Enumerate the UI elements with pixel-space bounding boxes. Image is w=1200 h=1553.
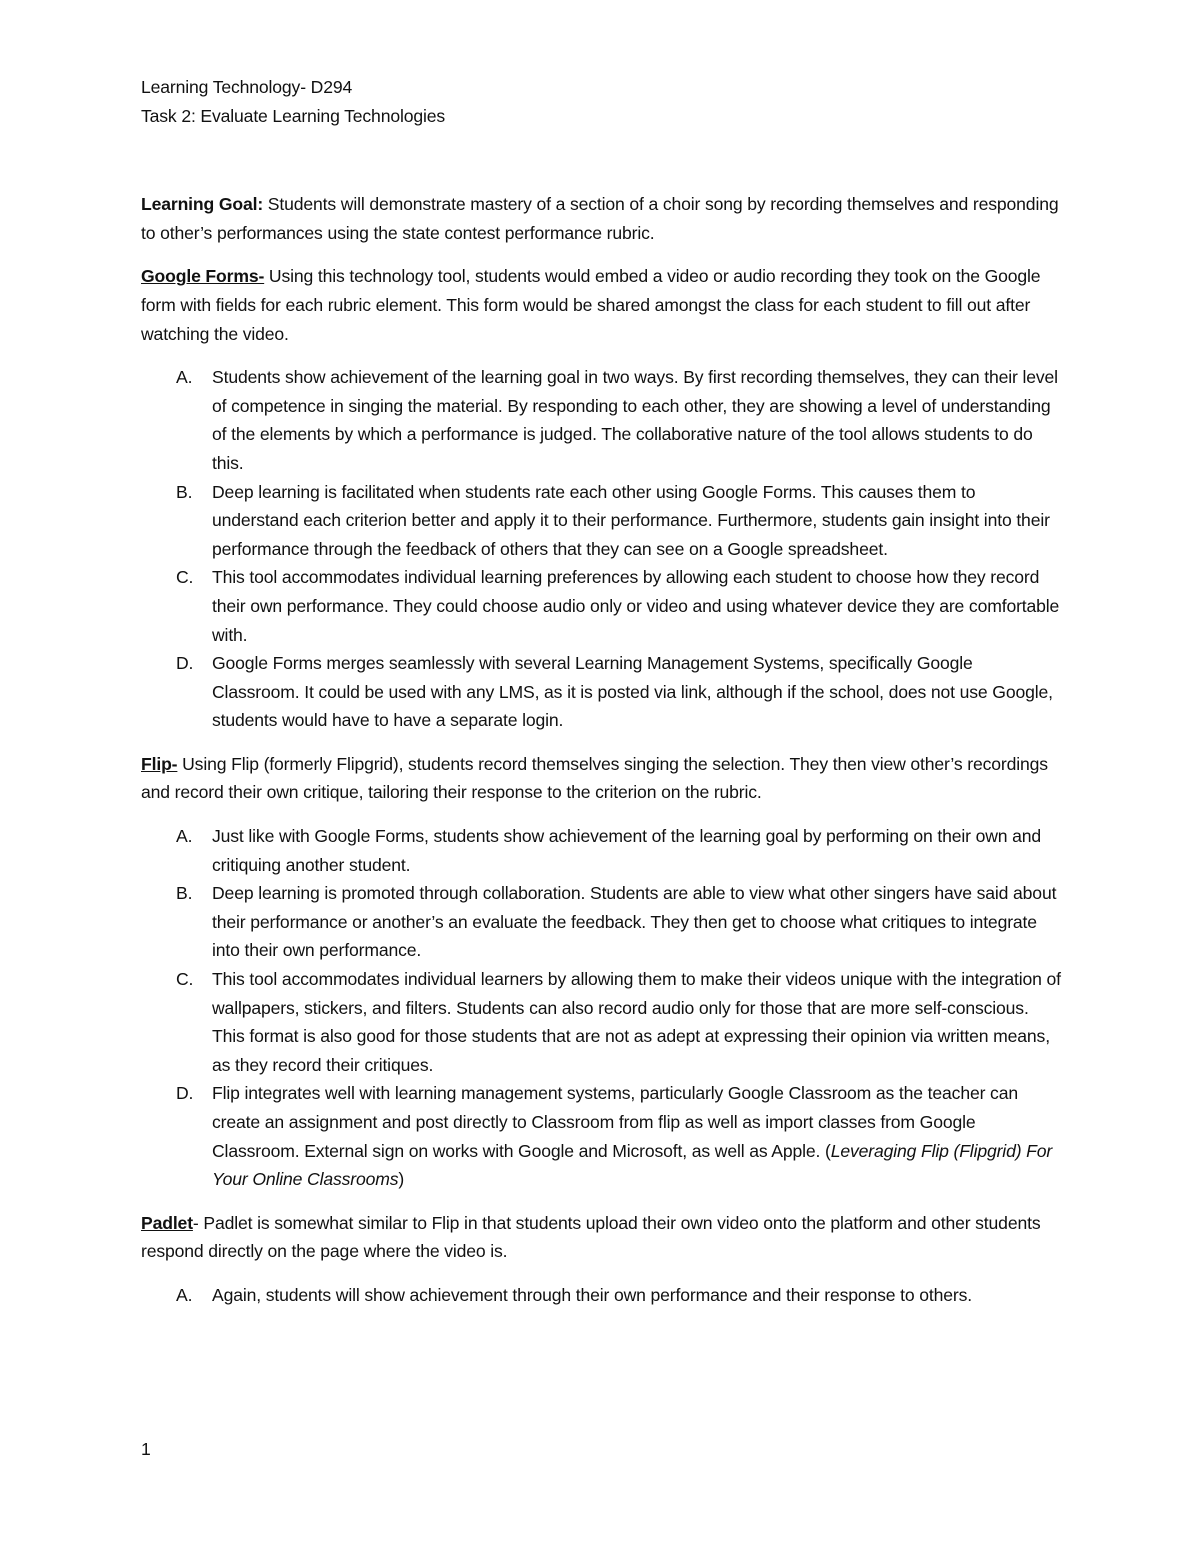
- list-marker: C.: [176, 567, 194, 588]
- document-header: [141, 73, 1061, 130]
- section-flip-list: [141, 822, 1061, 1194]
- list-item-text: Deep learning is promoted through collaboration. Students are able to view what other singers have said about their performance or another’s an evaluate the feedback. They then get to choose what critiques to integrate into their own performance.: [212, 883, 1057, 961]
- section-padlet-title: Padlet: [141, 1212, 193, 1233]
- list-item: [141, 1079, 1061, 1193]
- list-item-text: Just like with Google Forms, students show achievement of the learning goal by performing on their own and critiquing another student.: [212, 826, 1042, 875]
- list-item: [141, 1281, 1061, 1310]
- section-google-forms-title: Google Forms-: [141, 266, 265, 287]
- section-flip-title: Flip-: [141, 753, 178, 774]
- page-number: 1: [141, 1439, 151, 1459]
- list-marker: C.: [176, 969, 194, 990]
- section-flip-intro: [141, 750, 1061, 807]
- section-padlet-intro: [141, 1209, 1061, 1266]
- list-item: [141, 649, 1061, 735]
- document-body: [141, 73, 1061, 1325]
- list-item-text: Again, students will show achievement through their own performance and their response to others.: [212, 1284, 973, 1305]
- section-google-forms-intro: [141, 262, 1061, 348]
- section-intro-text: Using Flip (formerly Flipgrid), students record themselves singing the selection. They then view other’s recordings and record their own critique, tailoring their response to the criterion on the rubric.: [141, 753, 1048, 803]
- section-intro-text: Using this technology tool, students would embed a video or audio recording they took on the Google form with fields for each rubric element. This form would be shared amongst the class for each student to fill out after watching the video.: [141, 266, 1041, 344]
- list-marker: D.: [176, 653, 194, 674]
- list-item-text: Google Forms merges seamlessly with several Learning Management Systems, specifically Google Classroom. It could be used with any LMS, as it is posted via link, although if the school, does not use Google, students would have to have a separate login.: [212, 653, 1053, 731]
- list-marker: A.: [176, 1284, 193, 1305]
- list-item-text: Deep learning is facilitated when students rate each other using Google Forms. This causes them to understand each criterion better and apply it to their performance. Furthermore, students gain insight into their performance through the feedback of others that they can see on a Google spreadsheet.: [212, 481, 1050, 559]
- list-item-text: Students show achievement of the learning goal in two ways. By first recording themselves, they can their level of competence in singing the material. By responding to each other, they are showing a level of understanding of the elements by which a performance is judged. The collaborative nature of the tool allows students to do this.: [212, 367, 1058, 473]
- course-title: Learning Technology- D294: [141, 77, 353, 97]
- list-item: [141, 478, 1061, 564]
- citation: Leveraging Flip (Flipgrid) For Your Online Classrooms: [212, 1140, 1053, 1190]
- section-padlet-list: [141, 1281, 1061, 1310]
- list-item-text: This tool accommodates individual learning preferences by allowing each student to choose how they record their own performance. They could choose audio only or video and using whatever device they are comfortable with.: [212, 567, 1060, 645]
- section-intro-text: - Padlet is somewhat similar to Flip in that students upload their own video onto the platform and other students respond directly on the page where the video is.: [141, 1212, 1041, 1262]
- list-item: [141, 822, 1061, 879]
- learning-goal-label: Learning Goal:: [141, 194, 264, 215]
- list-marker: B.: [176, 883, 193, 904]
- list-item-text: This tool accommodates individual learners by allowing them to make their videos unique with the integration of wallpapers, stickers, and filters. Students can also record audio only for those that are more self-conscious. This format is also good for those students that are not as adept at expressing their opinion via written means, as they record their critiques.: [212, 969, 1061, 1075]
- task-title: Task 2: Evaluate Learning Technologies: [141, 105, 446, 126]
- list-marker: A.: [176, 367, 193, 388]
- list-item: [141, 563, 1061, 649]
- list-item: [141, 363, 1061, 477]
- list-marker: B.: [176, 481, 193, 502]
- citation-close: ): [398, 1169, 405, 1190]
- section-google-forms-list: [141, 363, 1061, 735]
- learning-goal-paragraph: [141, 190, 1061, 247]
- learning-goal-text: Students will demonstrate mastery of a section of a choir song by recording themselves and responding to other’s performances using the state contest performance rubric.: [141, 194, 1059, 243]
- list-item: [141, 879, 1061, 965]
- list-marker: D.: [176, 1083, 194, 1104]
- list-item: [141, 965, 1061, 1079]
- list-marker: A.: [176, 826, 193, 847]
- list-item-text: Flip integrates well with learning management systems, particularly Google Classroom as the teacher can create an assignment and post directly to Classroom from flip as well as import classes from Google Classroom. External sign on works with Google and Microsoft, as well as Apple. (: [212, 1083, 1018, 1161]
